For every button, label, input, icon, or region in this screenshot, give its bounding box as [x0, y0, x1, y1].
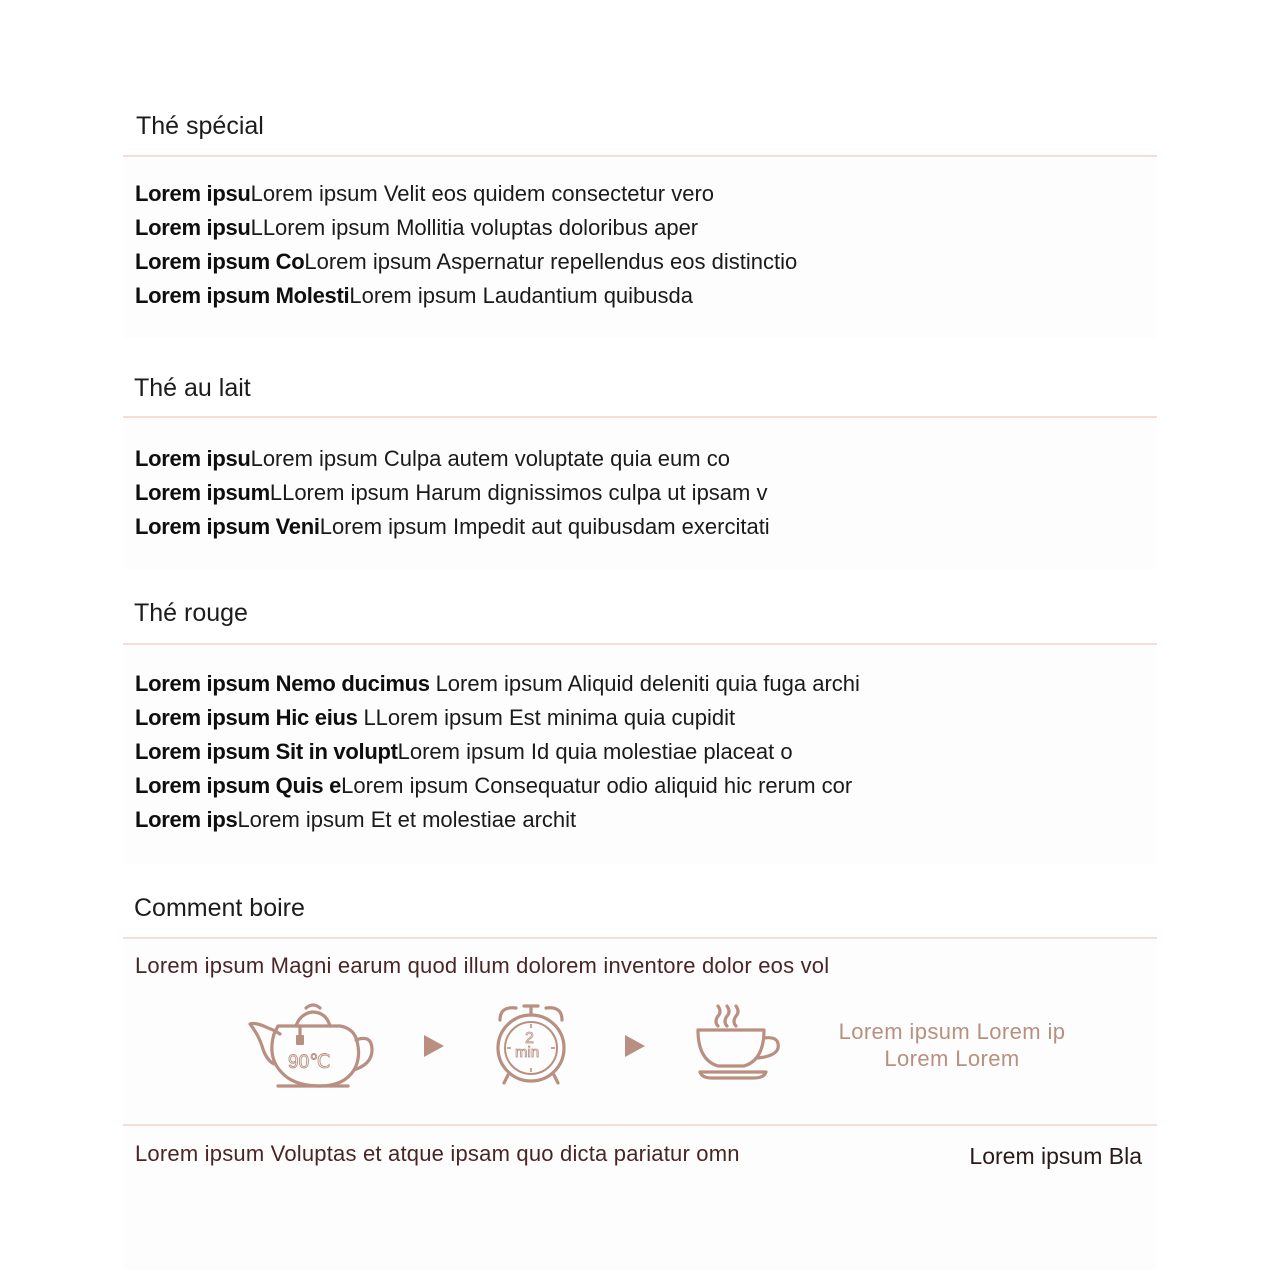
tea-list-red [135, 667, 860, 837]
how-to-intro: Lorem ipsum Magni earum quod illum dolorem inventore dolor eos vol [135, 953, 830, 978]
panel-bg-4 [123, 940, 1157, 1270]
section-divider [123, 643, 1157, 645]
step-arrow-1 [424, 1035, 444, 1057]
list-item: Lorem ipsum Quis eLorem ipsum Consequatur odio aliquid hic rerum cor [135, 773, 853, 798]
list-item: Lorem ipsum VeniLorem ipsum Impedit aut quibusdam exercitati [135, 514, 770, 539]
teapot-temperature-label: 90℃ [288, 1052, 331, 1073]
tea-cup-icon [694, 1002, 784, 1084]
list-item: Lorem ipsuLLorem ipsum Mollitia voluptas doloribus aper [135, 215, 699, 240]
tea-list-milk [135, 442, 770, 544]
list-item: Lorem ipsum MolestiLorem ipsum Laudantium quibusda [135, 283, 693, 308]
teapot-icon [244, 1000, 376, 1092]
footer-left-text: Lorem ipsum Voluptas et atque ipsam quo dicta pariatur omn [135, 1141, 740, 1166]
brewing-note-line1: Lorem ipsum Lorem ip [838, 1019, 1066, 1044]
alarm-clock-icon [494, 1000, 570, 1088]
section-title-special: Thé spécial [136, 112, 264, 140]
step-arrow-2 [625, 1035, 645, 1057]
section-divider [123, 416, 1157, 418]
footer-right-text: Lorem ipsum Bla [969, 1143, 1142, 1169]
list-item: Lorem ipsum CoLorem ipsum Aspernatur repellendus eos distinctio [135, 249, 798, 274]
tea-list-special [135, 177, 797, 313]
list-item: Lorem ipsLorem ipsum Et et molestiae archit [135, 807, 577, 832]
brewing-note-line2: Lorem Lorem [884, 1046, 1020, 1071]
list-item: Lorem ipsum Sit in voluptLorem ipsum Id quia molestiae placeat o [135, 739, 793, 764]
list-item: Lorem ipsuLorem ipsum Velit eos quidem consectetur vero [135, 181, 715, 206]
section-title-milk-tea: Thé au lait [134, 374, 251, 402]
section-divider [123, 937, 1157, 939]
section-divider [123, 155, 1157, 157]
footer-divider [123, 1124, 1157, 1126]
list-item: Lorem ipsum Hic eius LLorem ipsum Est minima quia cupidit [135, 705, 736, 730]
timer-minutes-value: 2 [525, 1030, 534, 1047]
section-title-how-to-drink: Comment boire [134, 894, 305, 922]
list-item: Lorem ipsumLLorem ipsum Harum dignissimos culpa ut ipsam v [135, 480, 768, 505]
list-item: Lorem ipsuLorem ipsum Culpa autem voluptate quia eum co [135, 446, 730, 471]
section-title-red-tea: Thé rouge [134, 599, 248, 627]
brewing-note [820, 1018, 1084, 1072]
list-item: Lorem ipsum Nemo ducimus Lorem ipsum Aliquid deleniti quia fuga archi [135, 671, 860, 696]
timer-minutes-unit: min [515, 1044, 540, 1061]
